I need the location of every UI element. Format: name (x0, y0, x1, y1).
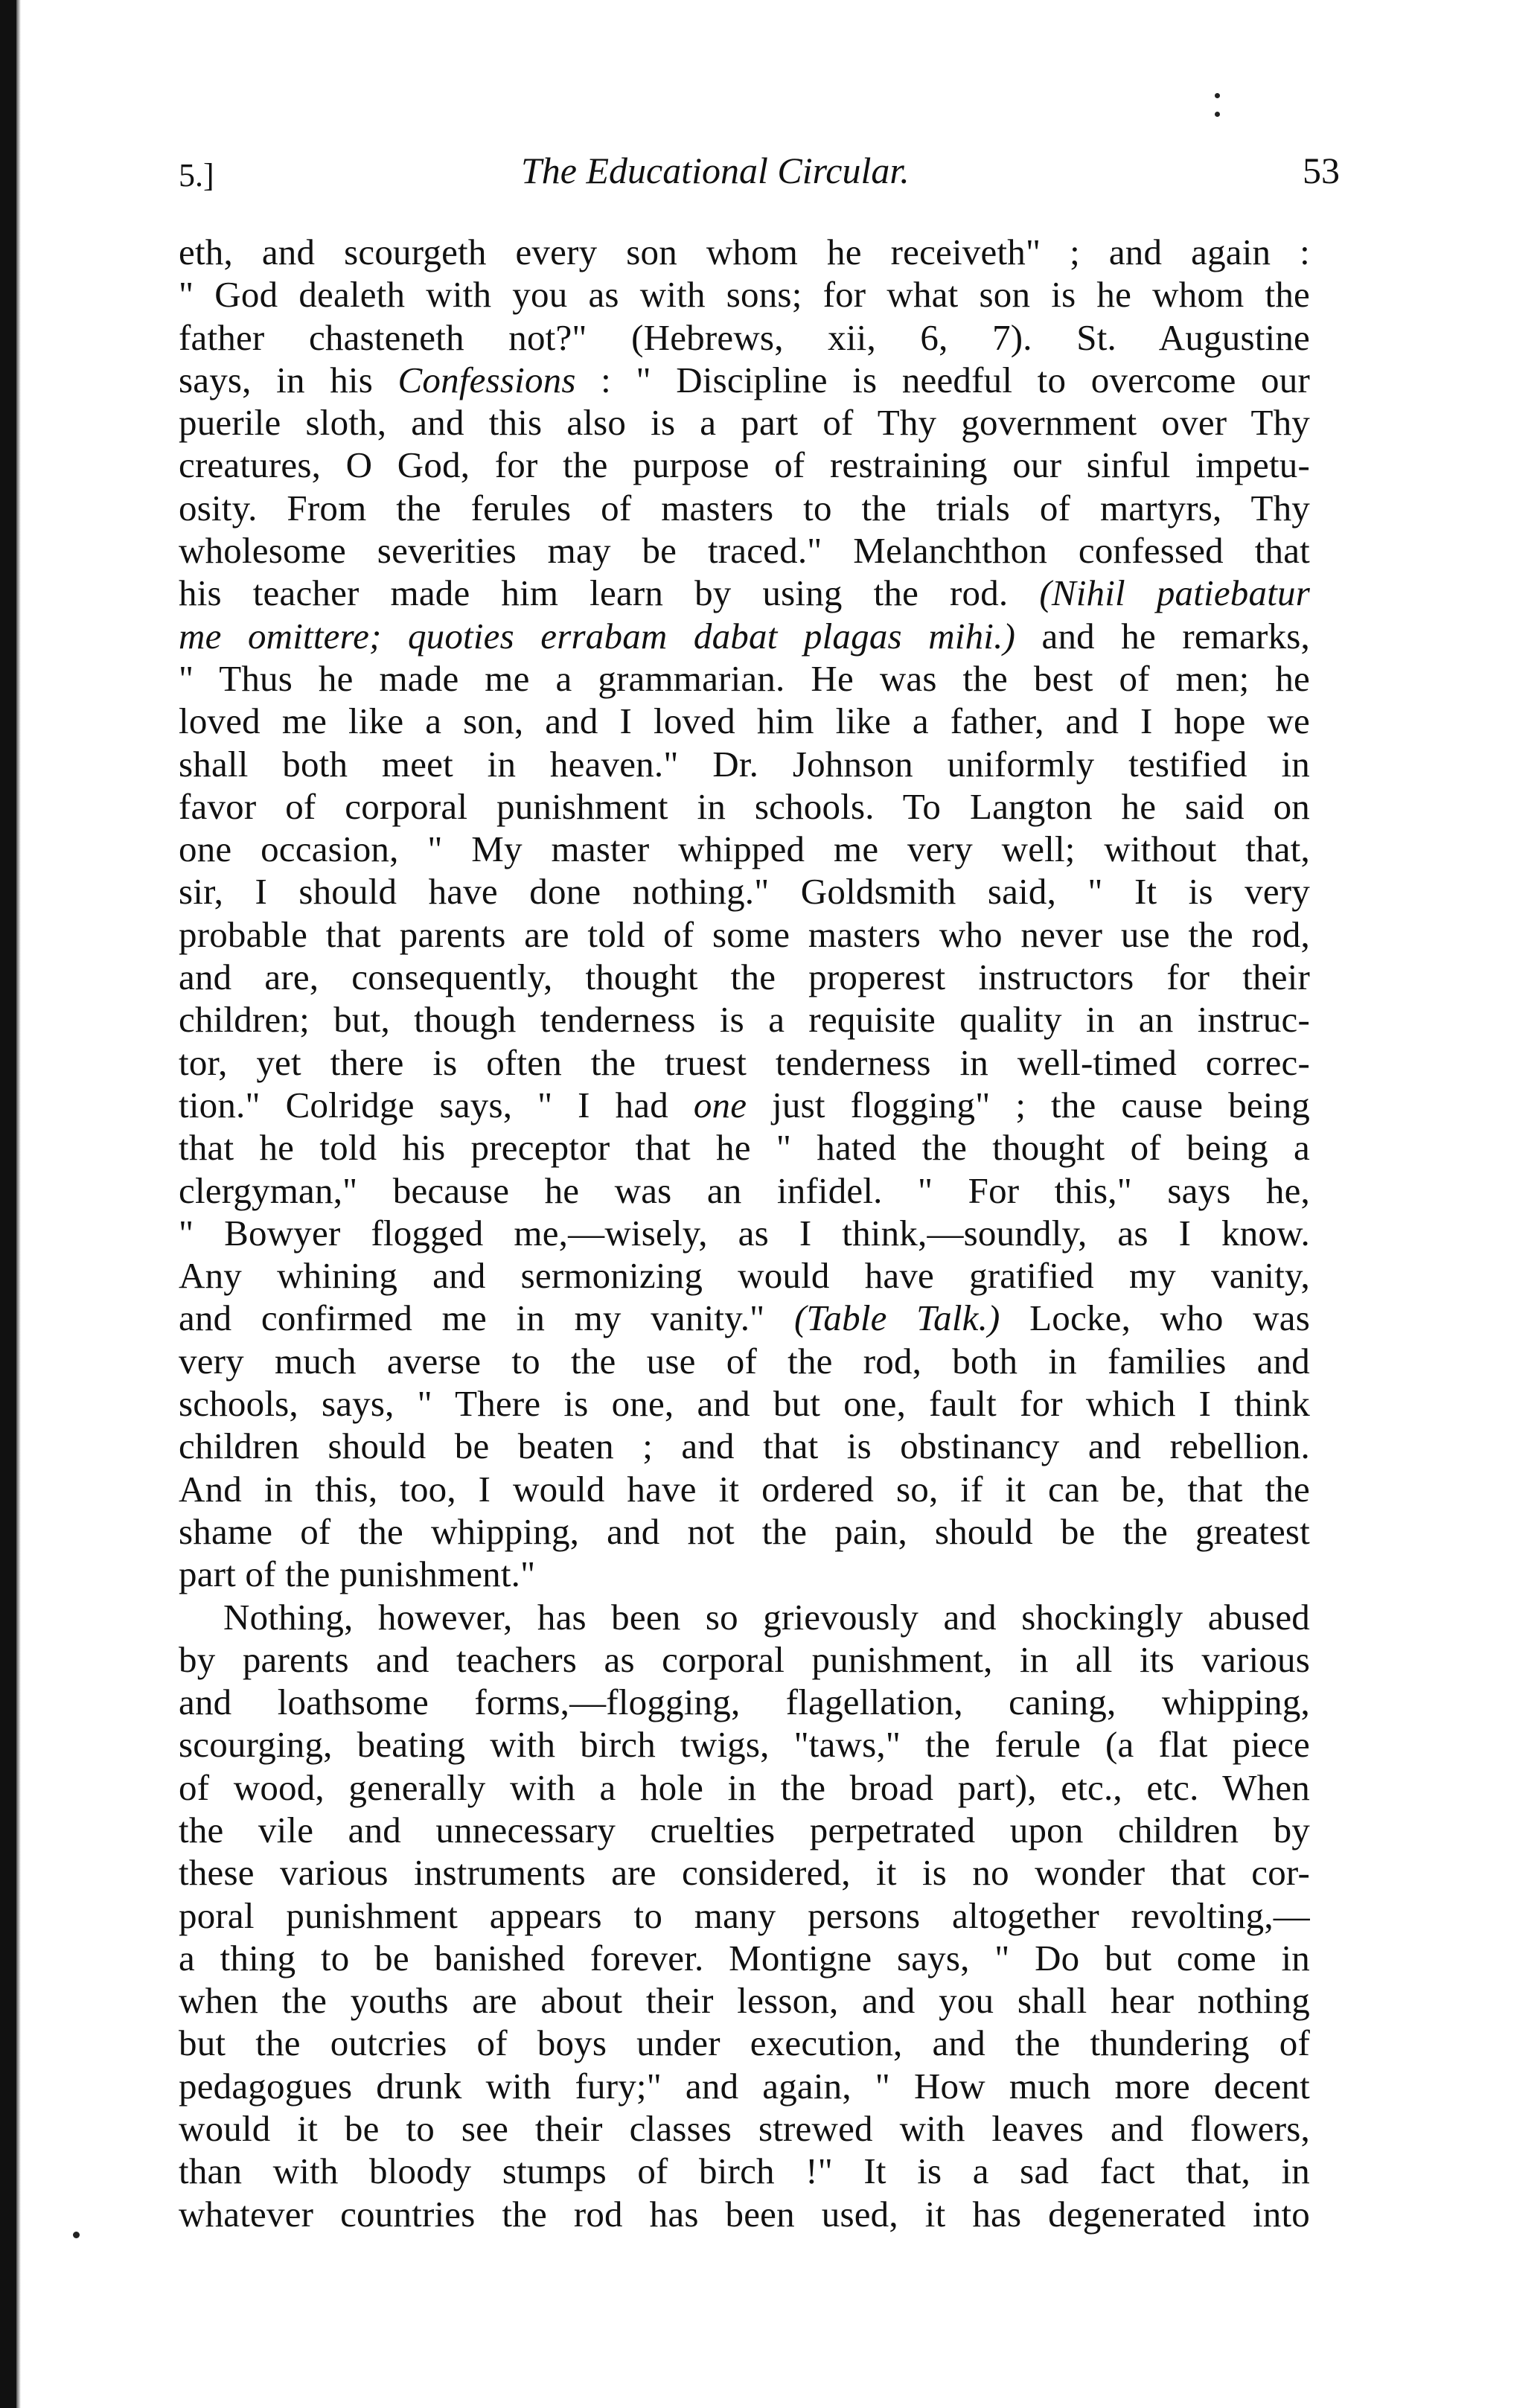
section-number: 5.] (179, 157, 214, 194)
text-line: " God dealeth with you as with sons; for what son is he whom the (179, 274, 1310, 316)
text-line: Any whining and sermonizing would have gratified my vanity, (179, 1255, 1310, 1297)
text-line: wholesome severities may be traced." Melanchthon confessed that (179, 530, 1310, 572)
running-title: The Educational Circular. (521, 150, 910, 191)
text-line: me omittere; quoties errabam dabat plagas mihi.) and he remarks, (179, 615, 1310, 657)
text-line: father chasteneth not?" (Hebrews, xii, 6, 7). St. Augustine (179, 316, 1310, 358)
text-line: these various instruments are considered, it is no wonder that cor- (179, 1852, 1310, 1894)
text-line: by parents and teachers as corporal punishment, in all its various (179, 1638, 1310, 1680)
text-line: and are, consequently, thought the properest instructors for their (179, 957, 1310, 998)
binding-edge (0, 0, 16, 2408)
text-line: Nothing, however, has been so grievously and shockingly abused (223, 1596, 1310, 1638)
text-line: eth, and scourgeth every son whom he receiveth" ; and again : (179, 231, 1310, 272)
print-speck (1215, 112, 1220, 117)
text-line: And in this, too, I would have it ordered so, if it can be, that the (179, 1468, 1310, 1510)
text-line: children should be beaten ; and that is obstinancy and rebellion. (179, 1425, 1310, 1467)
text-line: would it be to see their classes strewed with leaves and flowers, (179, 2108, 1310, 2150)
text-line: tor, yet there is often the truest tenderness in well-timed correc- (179, 1041, 1310, 1083)
print-speck (1215, 93, 1220, 98)
body-text (179, 231, 1310, 2235)
text-line: but the outcries of boys under execution, and the thundering of (179, 2022, 1310, 2064)
text-line: " Bowyer flogged me,—wisely, as I think,—soundly, as I know. (179, 1212, 1310, 1253)
text-line: tion." Colridge says, " I had one just flogging" ; the cause being (179, 1084, 1310, 1125)
text-line: and loathsome forms,—flogging, flagellation, caning, whipping, (179, 1682, 1310, 1723)
text-line: favor of corporal punishment in schools. To Langton he said on (179, 785, 1310, 827)
print-speck (73, 2232, 80, 2238)
text-line: scourging, beating with birch twigs, "taws," the ferule (a flat piece (179, 1724, 1310, 1766)
page-header (179, 149, 1340, 201)
text-line: that he told his preceptor that he " hated the thought of being a (179, 1127, 1310, 1169)
text-line: and confirmed me in my vanity." (Table Talk.) Locke, who was (179, 1297, 1310, 1339)
text-line: a thing to be banished forever. Montigne says, " Do but come in (179, 1937, 1310, 1979)
text-line: " Thus he made me a grammarian. He was the best of men; he (179, 657, 1310, 699)
text-line: children; but, though tenderness is a requisite quality in an instruc- (179, 999, 1310, 1041)
text-line: sir, I should have done nothing." Goldsmith said, " It is very (179, 871, 1310, 913)
page-number: 53 (1303, 150, 1340, 191)
text-line: puerile sloth, and this also is a part of Thy government over Thy (179, 402, 1310, 444)
text-line: osity. From the ferules of masters to the trials of martyrs, Thy (179, 487, 1310, 528)
text-line: probable that parents are told of some masters who never use the rod, (179, 913, 1310, 955)
text-line: pedagogues drunk with fury;" and again, " How much more decent (179, 2065, 1310, 2107)
text-line: when the youths are about their lesson, and you shall hear nothing (179, 1980, 1310, 2022)
text-line: poral punishment appears to many persons altogether revolting,— (179, 1894, 1310, 1936)
text-line: says, in his Confessions : " Discipline is needful to overcome our (179, 359, 1310, 400)
text-line: schools, says, " There is one, and but one, fault for which I think (179, 1383, 1310, 1425)
text-line: the vile and unnecessary cruelties perpetrated upon children by (179, 1809, 1310, 1850)
text-line: shall both meet in heaven." Dr. Johnson uniformly testified in (179, 743, 1310, 785)
text-line: one occasion, " My master whipped me very well; without that, (179, 828, 1310, 870)
text-line: whatever countries the rod has been used, it has degenerated into (179, 2193, 1310, 2235)
text-line: loved me like a son, and I loved him like a father, and I hope we (179, 700, 1310, 742)
text-line: very much averse to the use of the rod, both in families and (179, 1340, 1310, 1382)
text-line: part of the punishment." (179, 1553, 536, 1595)
text-line: creatures, O God, for the purpose of restraining our sinful impetu- (179, 444, 1310, 486)
text-line: his teacher made him learn by using the rod. (Nihil patiebatur (179, 572, 1310, 614)
text-line: than with bloody stumps of birch !" It is a sad fact that, in (179, 2150, 1310, 2192)
text-line: shame of the whipping, and not the pain, should be the greatest (179, 1510, 1310, 1552)
text-line: clergyman," because he was an infidel. " For this," says he, (179, 1169, 1310, 1211)
binding-shadow (16, 0, 21, 2408)
text-line: of wood, generally with a hole in the broad part), etc., etc. When (179, 1766, 1310, 1808)
